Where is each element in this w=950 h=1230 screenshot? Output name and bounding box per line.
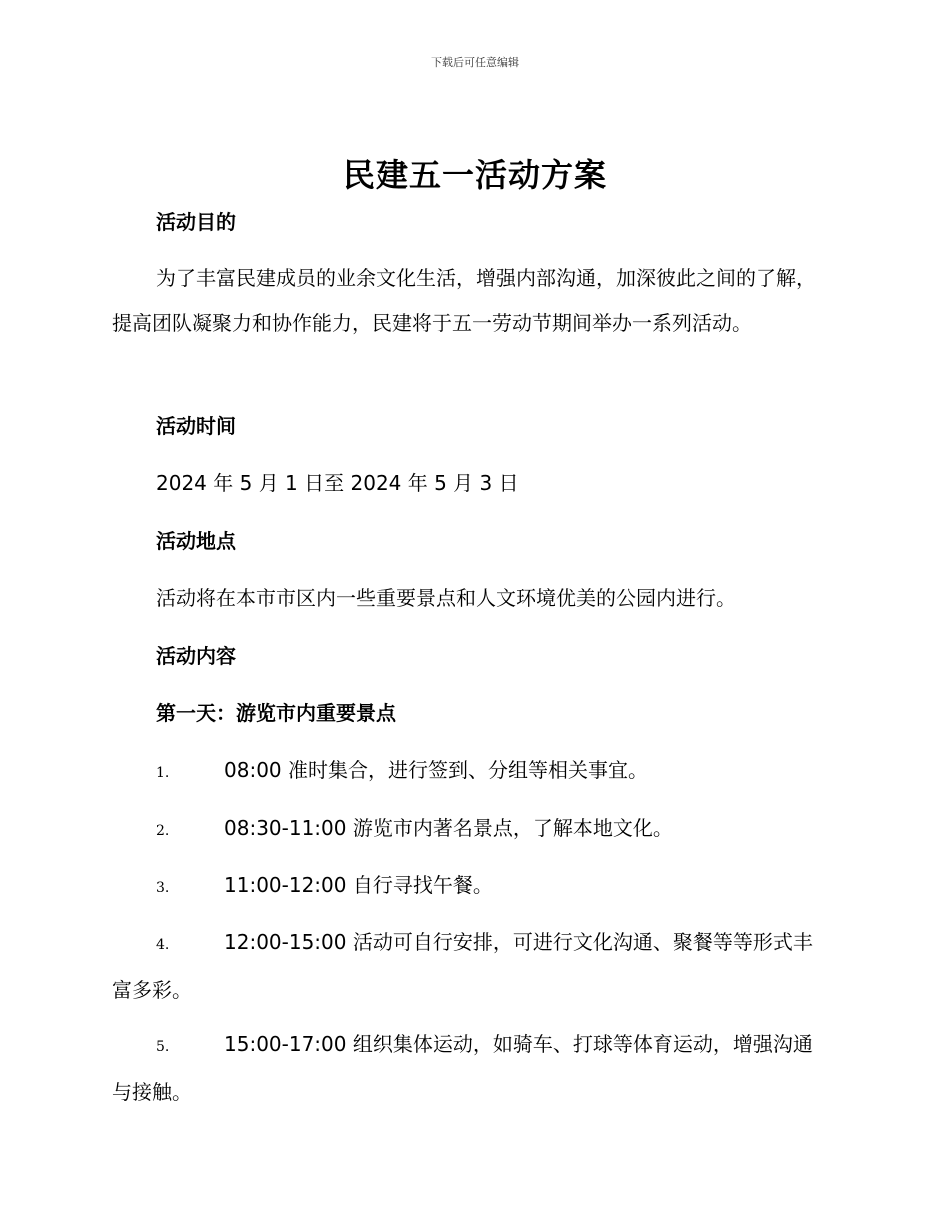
place-heading: 活动地点 (156, 529, 236, 553)
purpose-heading: 活动目的 (156, 210, 236, 234)
place-paragraph: 活动将在本市市区内一些重要景点和人文环境优美的公园内进行。 (156, 586, 736, 610)
header-note: 下载后可任意编辑 (431, 56, 519, 69)
list-item-text: 11:00-12:00 自行寻找午餐。 (224, 873, 493, 897)
time-paragraph: 2024 年 5 月 1 日至 2024 年 5 月 3 日 (156, 471, 519, 495)
list-item-number: 1. (156, 765, 170, 781)
list-item-text: 15:00-17:00 组织集体运动，如骑车、打球等体育运动，增强沟通与接触。 (112, 1032, 813, 1104)
list-item-number: 2. (156, 823, 170, 839)
list-item (112, 863, 832, 911)
list-item-number: 3. (156, 880, 170, 896)
list-item (112, 748, 832, 796)
time-heading: 活动时间 (156, 414, 236, 438)
list-item (112, 1022, 832, 1115)
list-item (112, 806, 832, 854)
list-item-text: 08:30-11:00 游览市内著名景点，了解本地文化。 (224, 816, 673, 840)
list-item-number: 4. (156, 937, 170, 953)
list-item-text: 08:00 准时集合，进行签到、分组等相关事宜。 (224, 758, 648, 782)
content-heading: 活动内容 (156, 644, 236, 668)
purpose-paragraph: 为了丰富民建成员的业余文化生活，增强内部沟通，加深彼此之间的了解，提高团队凝聚力和协作能力，民建将于五一劳动节期间举办一系列活动。 (112, 266, 816, 335)
list-item-text: 12:00-15:00 活动可自行安排，可进行文化沟通、聚餐等等形式丰富多彩。 (112, 930, 813, 1002)
list-item-number: 5. (156, 1039, 170, 1055)
day1-heading: 第一天：游览市内重要景点 (156, 701, 396, 725)
document-title: 民建五一活动方案 (342, 156, 607, 194)
list-item (112, 920, 832, 1013)
